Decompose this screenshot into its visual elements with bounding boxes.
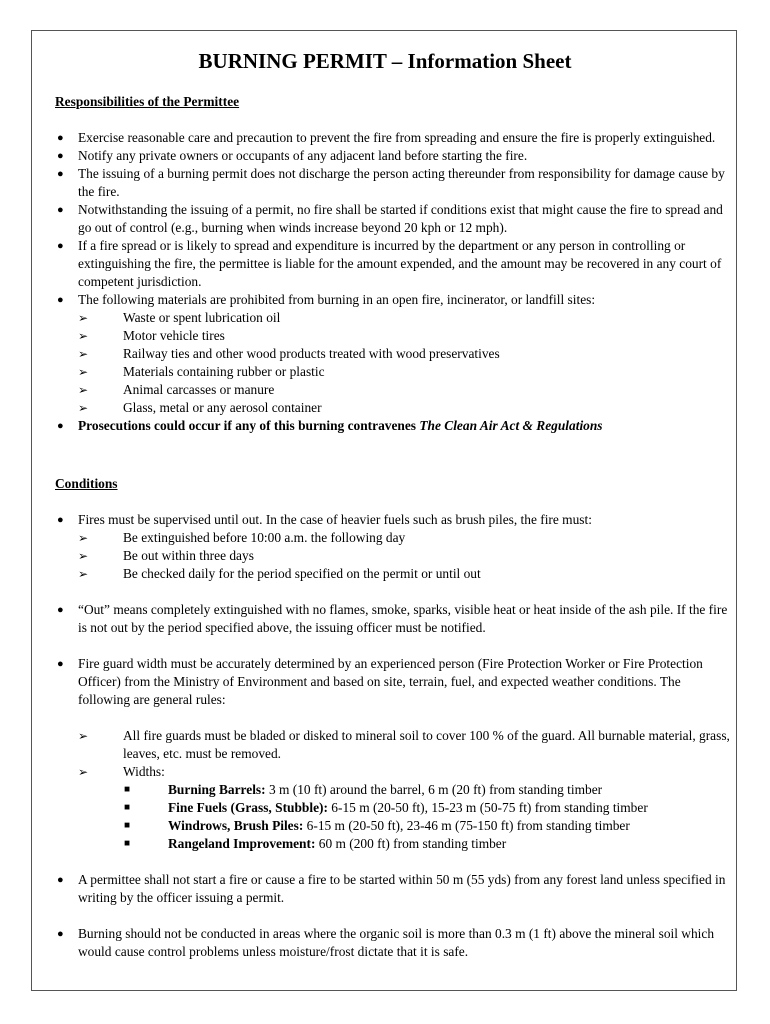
bullet-icon: ●	[57, 658, 64, 670]
bullet-icon: ●	[57, 514, 64, 526]
bullet-icon: ●	[57, 150, 64, 162]
square-bullet-icon: ■	[124, 802, 131, 813]
bullet-icon: ●	[57, 294, 64, 306]
bullet-icon: ●	[57, 420, 64, 432]
bullet-icon: ●	[57, 240, 64, 252]
prohibited-item: ➢ Motor vehicle tires	[78, 328, 225, 343]
prohibited-item: ➢ Railway ties and other wood products treated with wood preservatives	[78, 346, 500, 361]
list-item: ● Notwithstanding the issuing of a permit, no fire shall be started if conditions exist that might cause the fire to spread and go out of control (e.g., burning when winds increase beyond 20 kph or 12 mph).	[57, 202, 723, 235]
arrow-bullet-icon: ➢	[78, 347, 89, 361]
square-bullet-icon: ■	[124, 838, 131, 849]
arrow-bullet-icon: ➢	[78, 311, 89, 325]
page-title: BURNING PERMIT – Information Sheet	[198, 49, 572, 73]
arrow-bullet-icon: ➢	[78, 401, 89, 415]
prohibited-item: ➢ Glass, metal or any aerosol container	[78, 400, 322, 415]
bullet-icon: ●	[57, 132, 64, 144]
square-bullet-icon: ■	[124, 784, 131, 795]
list-item: ● If a fire spread or is likely to spread and expenditure is incurred by the department or any person in controlling or extinguishing the fire, the permittee is liable for the amount expended, and the amount may be recovered in any court of competent jurisdiction.	[57, 238, 722, 289]
arrow-bullet-icon: ➢	[78, 329, 89, 343]
arrow-bullet-icon: ➢	[78, 765, 89, 779]
width-item: ■ Fine Fuels (Grass, Stubble): 6-15 m (20-50 ft), 15-23 m (50-75 ft) from standing timber	[124, 800, 648, 815]
act-name: The Clean Air Act & Regulations	[419, 418, 603, 433]
responsibilities-list	[0, 129, 770, 435]
sub-item: ➢ All fire guards must be bladed or disked to mineral soil to cover 100 % of the guard. All burnable material, grass, leaves, etc. must be removed.	[78, 728, 730, 761]
conditions-list	[0, 511, 770, 961]
list-item: ● The following materials are prohibited from burning in an open fire, incinerator, or landfill sites:	[57, 292, 596, 307]
responsibilities-heading: Responsibilities of the Permittee	[55, 94, 240, 109]
sub-item: ➢ Be checked daily for the period specified on the permit or until out	[78, 566, 481, 581]
bullet-icon: ●	[57, 928, 64, 940]
list-item: ● Burning should not be conducted in areas where the organic soil is more than 0.3 m (1 ft) above the mineral soil which would cause control problems unless moisture/frost dictate that it is safe.	[57, 926, 715, 959]
bullet-icon: ●	[57, 604, 64, 616]
prohibited-item: ➢ Waste or spent lubrication oil	[78, 310, 281, 325]
sub-item: ➢ Widths:	[78, 764, 165, 779]
sub-item: ➢ Be out within three days	[78, 548, 254, 563]
prohibited-item: ➢ Animal carcasses or manure	[78, 382, 275, 397]
list-item: ● Fire guard width must be accurately determined by an experienced person (Fire Protection Worker or Fire Protection Officer) from the Ministry of Environment and based on site, terrain, fuel, and expected weather conditions. The following are general rules:	[57, 656, 703, 707]
sub-item: ➢ Be extinguished before 10:00 a.m. the following day	[78, 530, 406, 545]
list-item: ● Exercise reasonable care and precaution to prevent the fire from spreading and ensure the fire is properly extinguished.	[57, 130, 716, 145]
list-item: ● A permittee shall not start a fire or cause a fire to be started within 50 m (55 yds) from any forest land unless specified in writing by the officer issuing a permit.	[57, 872, 726, 905]
arrow-bullet-icon: ➢	[78, 549, 89, 563]
arrow-bullet-icon: ➢	[78, 365, 89, 379]
arrow-bullet-icon: ➢	[78, 531, 89, 545]
prohibited-item: ➢ Materials containing rubber or plastic	[78, 364, 325, 379]
list-item: ● “Out” means completely extinguished with no flames, smoke, sparks, visible heat or heat inside of the ash pile. If the fire is not out by the period specified above, the issuing officer must be notified.	[57, 602, 728, 635]
prosecution-item: ● Prosecutions could occur if any of this burning contravenes The Clean Air Act & Regulations	[57, 418, 603, 433]
list-item: ● Notify any private owners or occupants of any adjacent land before starting the fire.	[57, 148, 528, 163]
bullet-icon: ●	[57, 204, 64, 216]
arrow-bullet-icon: ➢	[78, 567, 89, 581]
width-item: ■ Rangeland Improvement: 60 m (200 ft) from standing timber	[124, 836, 507, 851]
arrow-bullet-icon: ➢	[78, 383, 89, 397]
bullet-icon: ●	[57, 168, 64, 180]
conditions-heading: Conditions	[55, 476, 118, 491]
list-item: ● The issuing of a burning permit does not discharge the person acting thereunder from responsibility for damage cause by the fire.	[57, 166, 725, 199]
width-item: ■ Burning Barrels: 3 m (10 ft) around the barrel, 6 m (20 ft) from standing timber	[124, 782, 603, 797]
square-bullet-icon: ■	[124, 820, 131, 831]
width-item: ■ Windrows, Brush Piles: 6-15 m (20-50 ft), 23-46 m (75-150 ft) from standing timber	[124, 818, 630, 833]
arrow-bullet-icon: ➢	[78, 729, 89, 743]
bullet-icon: ●	[57, 874, 64, 886]
list-item: ● Fires must be supervised until out. In the case of heavier fuels such as brush piles, the fire must:	[57, 512, 592, 527]
